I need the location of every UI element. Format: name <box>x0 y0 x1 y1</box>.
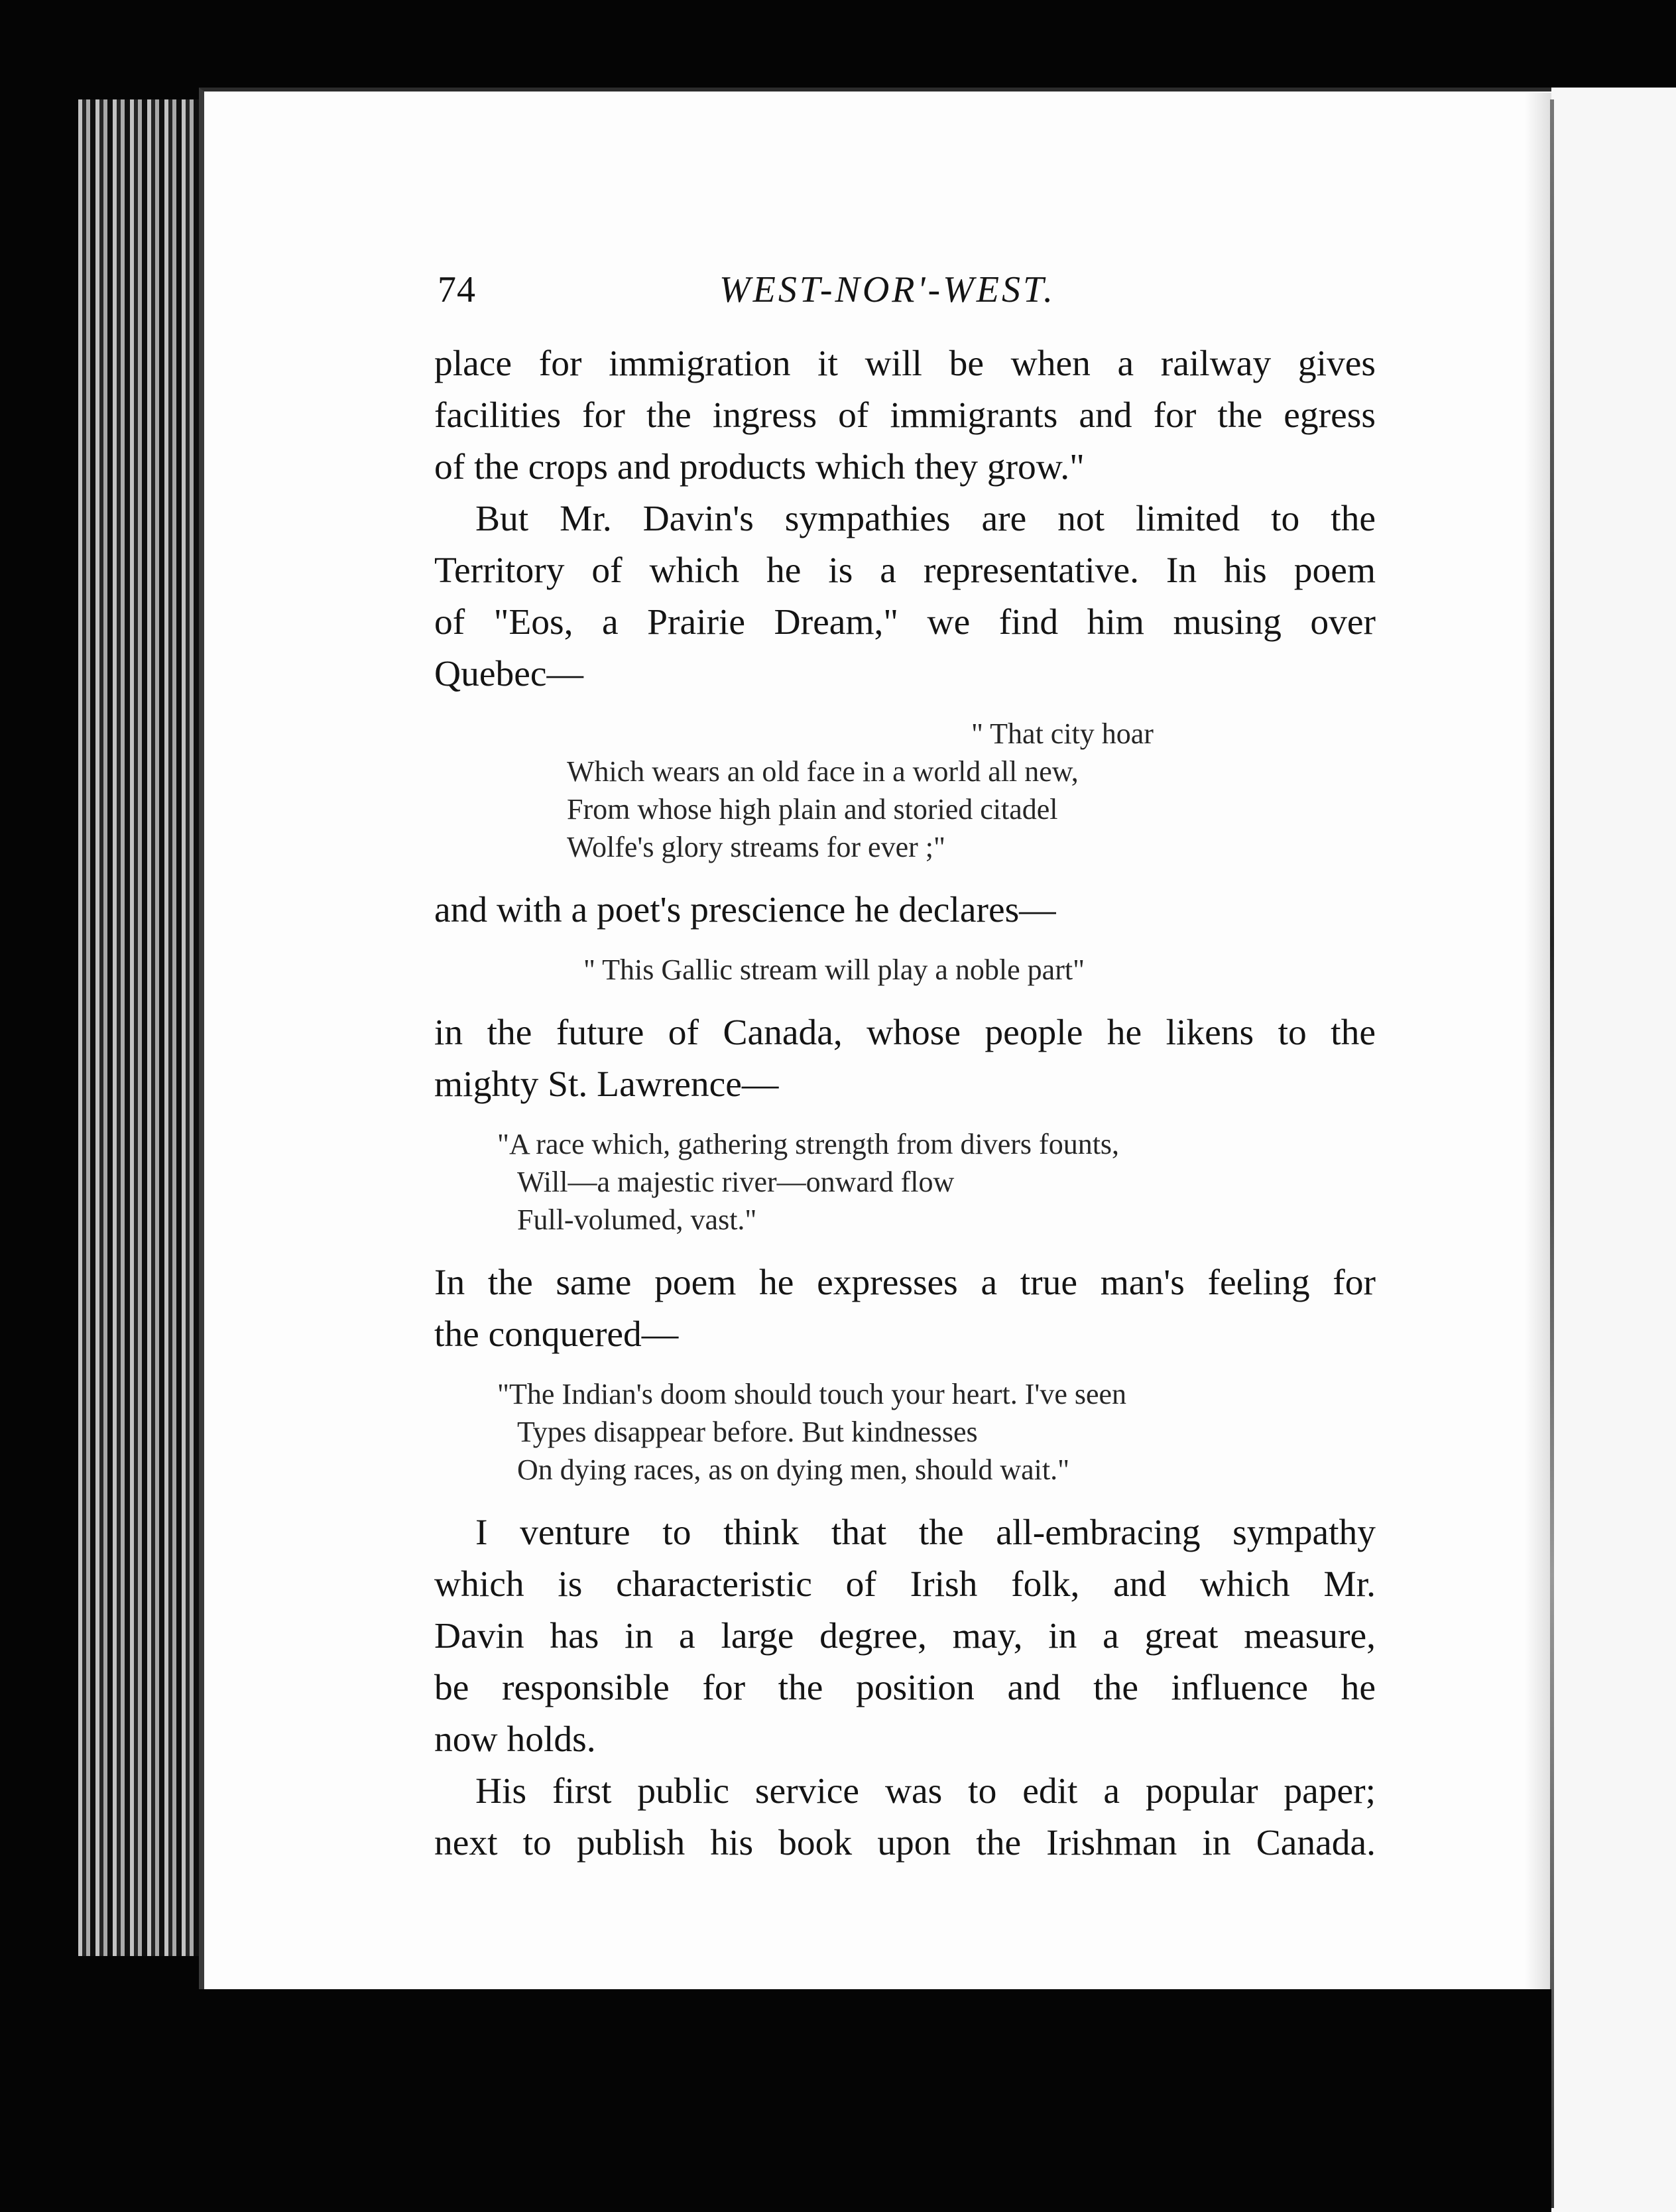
text-line: mighty St. Lawrence— <box>434 1064 779 1105</box>
text-line: and with a poet's prescience he declares— <box>434 890 1056 930</box>
verse-line: Which wears an old face in a world all new, <box>567 755 1079 788</box>
text-line: Quebec— <box>434 654 583 694</box>
text-line: Davin has in a large degree, may, in a great measure, <box>434 1616 1376 1656</box>
text-line: facilities for the ingress of immigrants and for the egress <box>434 395 1376 436</box>
paragraph <box>434 338 1376 493</box>
facing-page-edge <box>1551 88 1676 2212</box>
text-line: In the same poem he expresses a true man's feeling for <box>434 1262 1376 1303</box>
paragraph <box>434 493 1376 700</box>
verse-line: From whose high plain and storied citadel <box>567 793 1058 826</box>
running-title: WEST-NOR'-WEST. <box>719 269 1055 310</box>
text-line: of "Eos, a Prairie Dream," we find him musing over <box>434 602 1376 643</box>
running-head <box>438 269 1379 328</box>
page-number: 74 <box>438 269 476 310</box>
verse-line: Types disappear before. But kindnesses <box>517 1416 978 1448</box>
paragraph <box>434 1007 1376 1111</box>
verse-line: Full-volumed, vast." <box>517 1203 757 1236</box>
text-line: of the crops and products which they grow." <box>434 447 1085 487</box>
scan-background <box>0 1989 1551 2212</box>
paragraph <box>434 885 1376 936</box>
text-line: place for immigration it will be when a railway gives <box>434 343 1376 384</box>
verse-line: " That city hoar <box>971 717 1154 750</box>
text-body <box>434 338 1376 1869</box>
verse-line: "The Indian's doom should touch your heart. I've seen <box>497 1378 1127 1410</box>
text-line: I venture to think that the all-embracing sympathy <box>475 1512 1376 1553</box>
page-edge-line <box>1550 99 1554 2208</box>
verse-quote <box>434 715 1376 866</box>
text-line: be responsible for the position and the influence he <box>434 1668 1376 1708</box>
text-line: Territory of which he is a representative. In his poem <box>434 550 1376 591</box>
verse-line: " This Gallic stream will play a noble part" <box>583 953 1085 986</box>
verse-line: On dying races, as on dying men, should wait." <box>517 1453 1070 1486</box>
paragraph <box>434 1507 1376 1766</box>
text-line: which is characteristic of Irish folk, and which Mr. <box>434 1564 1376 1605</box>
text-line: in the future of Canada, whose people he likens to the <box>434 1013 1376 1053</box>
text-line: the conquered— <box>434 1314 679 1355</box>
verse-line: "A race which, gathering strength from divers founts, <box>497 1128 1120 1160</box>
text-line: next to publish his book upon the Irishman in Canada. <box>434 1823 1376 1863</box>
verse-line: Wolfe's glory streams for ever ;" <box>567 831 945 863</box>
verse-line: Will—a majestic river—onward flow <box>517 1166 955 1198</box>
verse-quote <box>434 1375 1376 1489</box>
book-fore-edge <box>78 99 211 1956</box>
paragraph <box>434 1257 1376 1361</box>
verse-quote <box>434 1125 1376 1239</box>
text-line: now holds. <box>434 1719 596 1760</box>
text-line: But Mr. Davin's sympathies are not limited to the <box>475 499 1376 539</box>
text-line: His first public service was to edit a popular paper; <box>475 1771 1376 1812</box>
verse-quote <box>434 951 1376 989</box>
paragraph <box>434 1766 1376 1869</box>
